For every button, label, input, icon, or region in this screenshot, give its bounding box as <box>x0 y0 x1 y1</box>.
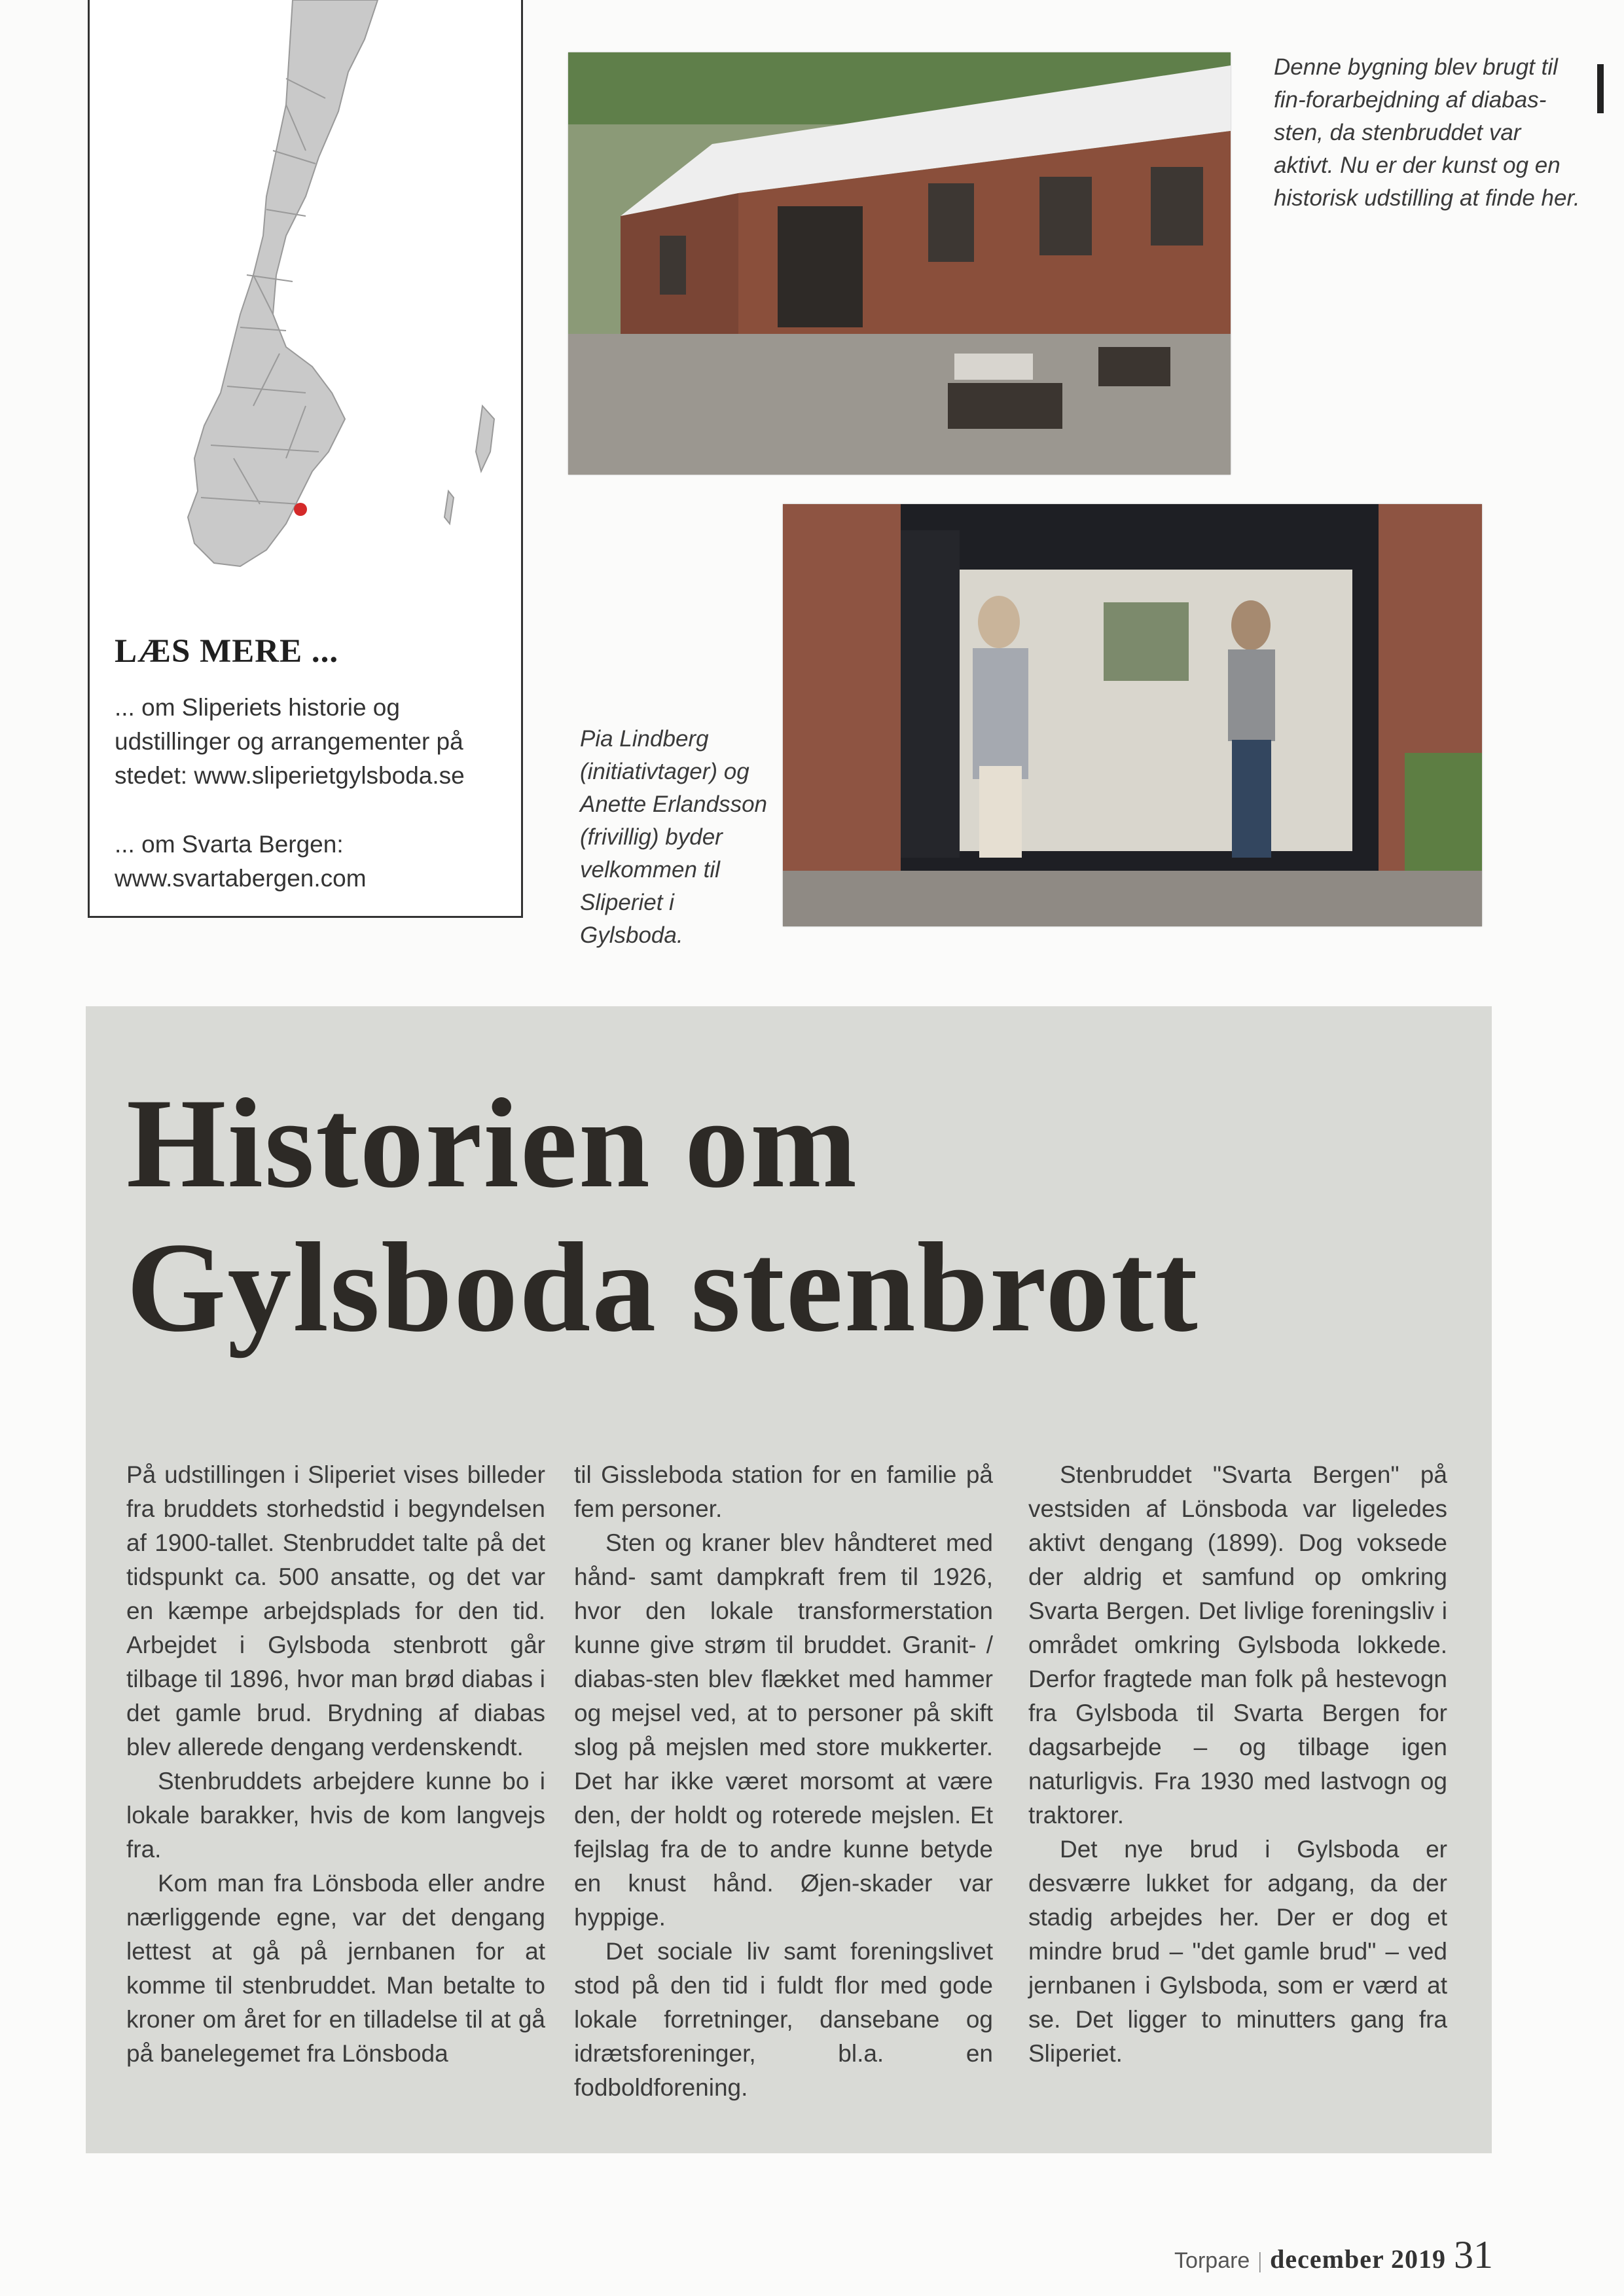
paragraph: Kom man fra Lönsboda eller andre nærliggende egne, var det dengang lettest at gå på jernbanen for at komme til stenbruddet. Man betalte to kroner om året for en tilladelse til at gå på banelegemet fra Lönsboda <box>126 1870 545 2067</box>
article-column-1 <box>126 1458 545 2071</box>
article-panel <box>86 1006 1492 2153</box>
location-marker <box>294 503 307 516</box>
footer-separator: | <box>1257 2249 1263 2273</box>
read-more-heading: LÆS MERE ... <box>115 633 339 670</box>
paragraph: Stenbruddets arbejdere kunne bo i lokale barakker, hvis de kom langvejs fra. <box>126 1768 545 1863</box>
photo-doorway-caption: Pia Lindberg (initiativtager) og Anette Erlandsson (frivillig) byder velkommen til Sliperiet i Gylsboda. <box>580 726 768 948</box>
headline-line-2: Gylsboda stenbrott <box>126 1216 1199 1358</box>
page-edge-mark <box>1597 64 1604 113</box>
paragraph: På udstillingen i Sliperiet vises billeder fra bruddets storhedstid i begyndelsen af 1900-tallet. Stenbruddet talte på det tidspunkt ca. 500 ansatte, og det var en kæmpe arbejdsplads for den tid. Arbejdet i Gylsboda stenbrott går tilbage til 1896, hvor man brød diabas i det gamle brud. Brydning af diabas blev allerede dengang verdenskendt. <box>126 1461 545 1760</box>
paragraph: til Gissleboda station for en familie på fem personer. <box>574 1461 993 1522</box>
paragraph: Stenbruddet "Svarta Bergen" på vestsiden af Lönsboda var ligeledes aktivt dengang (1899). Dog voksede der aldrig et samfund op omkring Svarta Bergen. Det livlige foreningsliv i området omkring Gylsboda lokkede. Derfor fragtede man folk på hestevogn fra Gylsboda til Svarta Bergen for dagsarbejde – og tilbage igen naturligvis. Fra 1930 med lastvogn og traktorer. <box>1028 1461 1447 1829</box>
article-column-2 <box>574 1458 993 2105</box>
read-more-item-svarta-bergen: ... om Svarta Bergen: www.svartabergen.com <box>115 831 367 892</box>
magazine-name: Torpare <box>1174 2248 1250 2273</box>
sweden-shape <box>188 0 378 566</box>
article-column-3 <box>1028 1458 1447 2071</box>
sweden-map <box>90 0 522 589</box>
info-box <box>88 0 523 918</box>
headline-line-1: Historien om <box>126 1072 859 1214</box>
issue-date: december 2019 <box>1270 2244 1446 2274</box>
photo-building-caption: Denne bygning blev brugt til fin-forarbejdning af diabas-sten, da stenbruddet var aktivt. Nu er der kunst og en historisk udstilling at finde her. <box>1274 54 1580 211</box>
photo-doorway <box>783 504 1482 926</box>
article-headline <box>126 1072 1435 1360</box>
paragraph: Det sociale liv samt foreningslivet stod på den tid i fuldt flor med gode lokale forretninger, dansebane og idrætsforeninger, bl.a. en fodboldforening. <box>574 1938 993 2101</box>
photo-building <box>568 52 1231 475</box>
paragraph: Sten og kraner blev håndteret med hånd- samt dampkraft frem til 1926, hvor den lokale transformerstation kunne give strøm til bruddet. Granit- / diabas-sten blev flækket med hammer og mejsel ved, at to personer på skift slog på mejslen med store mukkerter. Det har ikke været morsomt at være den, der holdt og roterede mejslen. Et fejlslag fra de to andre kunne betyde en knust hånd. Øjen-skader var hyppige. <box>574 1529 993 1931</box>
page-number: 31 <box>1454 2233 1493 2276</box>
gotland-shape <box>476 406 494 471</box>
oland-shape <box>444 491 454 524</box>
paragraph: Det nye brud i Gylsboda er desværre lukket for adgang, da der stadig arbejdes her. Der er dog et mindre brud – "det gamle brud" – ved jernbanen i Gylsboda, som er værd at se. Det ligger to minutters gang fra Sliperiet. <box>1028 1836 1447 2067</box>
read-more-item-sliperiet: ... om Sliperiets historie og udstillinger og arrangementer på stedet: www.sliperietgylsboda.se <box>115 694 465 789</box>
page-footer <box>1174 2232 1493 2278</box>
